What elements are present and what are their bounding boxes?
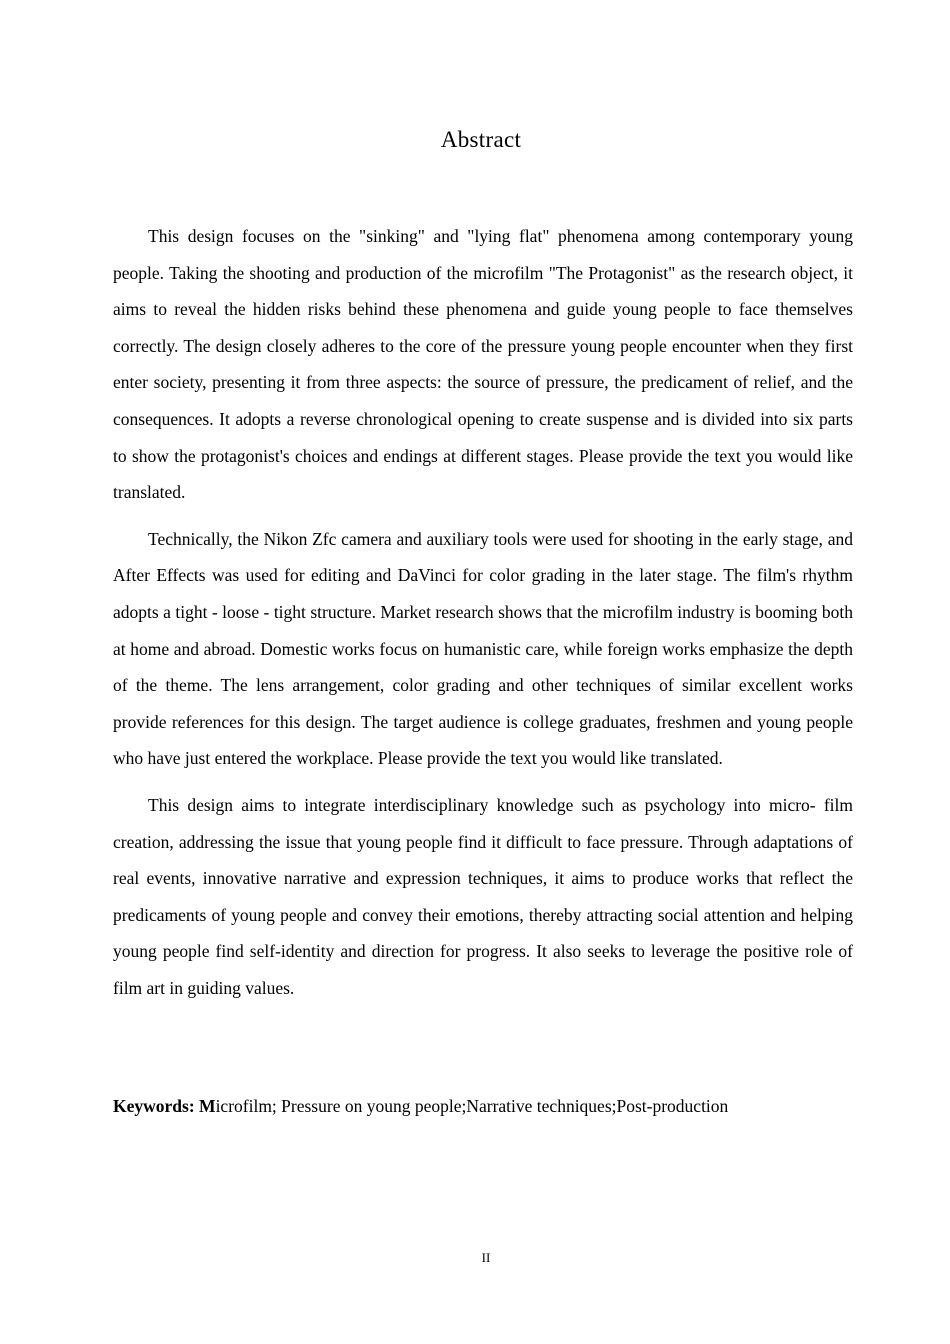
keywords-value: icrofilm; Pressure on young people;Narrative techniques;Post-production xyxy=(215,1096,729,1116)
page-number: II xyxy=(481,1250,491,1265)
keywords-label: Keywords: M xyxy=(113,1096,216,1116)
abstract-paragraph-1: This design focuses on the "sinking" and "lying flat" phenomena among contemporary young people. Taking the shooting and production of the microfilm "The Protagonist" as the research object, it aims to reveal the hidden risks behind these phenomena and guide young people to face themselves correctly. The design closely adheres to the core of the pressure young people encounter when they first enter society, presenting it from three aspects: the source of pressure, the predicament of relief, and the consequences. It adopts a reverse chronological opening to create suspense and is divided into six parts to show the protagonist's choices and endings at different stages. Please provide the text you would like translated. xyxy=(113,226,853,503)
abstract-paragraph-2: Technically, the Nikon Zfc camera and auxiliary tools were used for shooting in the early stage, and After Effects was used for editing and DaVinci for color grading in the later stage. The film's rhythm adopts a tight - loose - tight structure. Market research shows that the microfilm industry is booming both at home and abroad. Domestic works focus on humanistic care, while foreign works emphasize the depth of the theme. The lens arrangement, color grading and other techniques of similar excellent works provide references for this design. The target audience is college graduates, freshmen and young people who have just entered the workplace. Please provide the text you would like translated. xyxy=(113,528,853,769)
abstract-paragraph-3: This design aims to integrate interdisciplinary knowledge such as psychology into micro- film creation, addressing the issue that young people find it difficult to face pressure. Through adaptations of real events, innovative narrative and expression techniques, it aims to produce works that reflect the predicaments of young people and convey their emotions, thereby attracting social attention and helping young people find self-identity and direction for progress. It also seeks to leverage the positive role of film art in guiding values. xyxy=(113,794,853,998)
keywords-line xyxy=(113,1090,853,1122)
abstract-title: Abstract xyxy=(440,127,522,152)
abstract-body xyxy=(113,218,853,1016)
